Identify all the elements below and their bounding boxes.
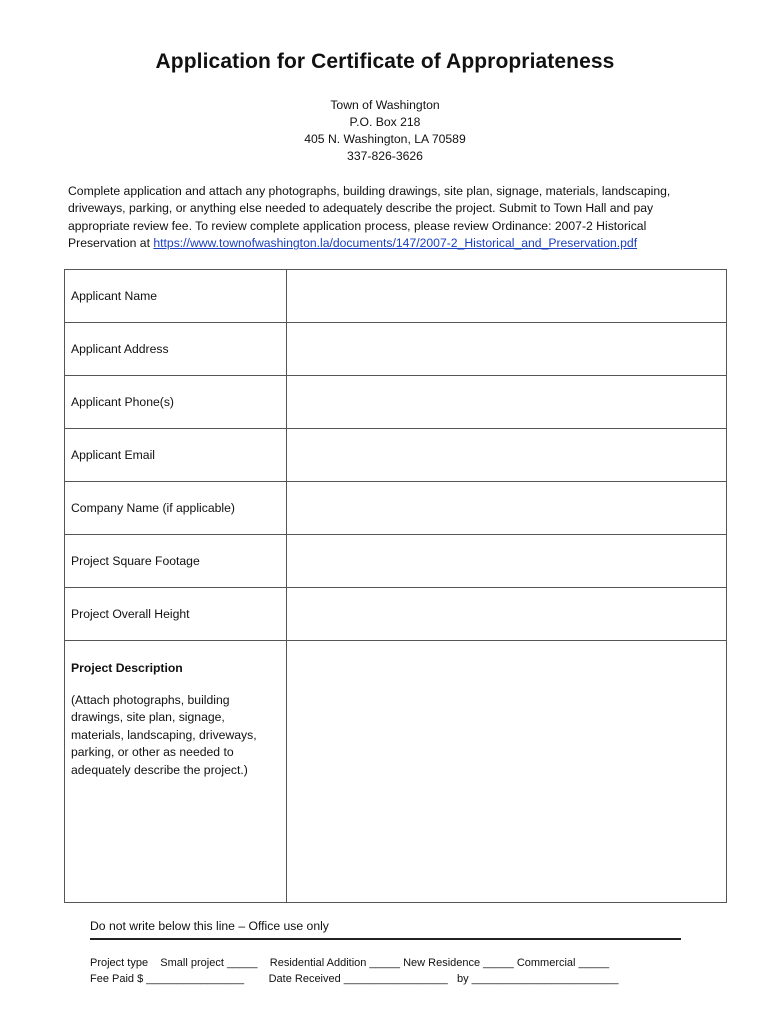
project-description-label-cell bbox=[65, 641, 287, 903]
form-row-company-name bbox=[65, 482, 727, 535]
square-footage-field[interactable] bbox=[287, 535, 727, 588]
office-project-type-line: Project type Small project _____ Residential Addition _____ New Residence _____ Commercial _____ bbox=[90, 957, 610, 969]
square-footage-label: Project Square Footage bbox=[65, 535, 287, 588]
po-box: P.O. Box 218 bbox=[349, 115, 421, 129]
office-use-heading: Do not write below this line – Office use only bbox=[90, 919, 681, 940]
project-description-note: (Attach photographs, building drawings, site plan, signage, materials, landscaping, driveways, parking, or other as needed to adequately describe the project.) bbox=[71, 693, 257, 777]
office-fee-line: Fee Paid $ ________________ Date Received _________________ by ________________________ bbox=[90, 973, 619, 985]
overall-height-field[interactable] bbox=[287, 588, 727, 641]
overall-height-label: Project Overall Height bbox=[65, 588, 287, 641]
project-description-label: Project Description bbox=[71, 661, 183, 675]
street-address: 405 N. Washington, LA 70589 bbox=[304, 132, 466, 146]
applicant-email-label: Applicant Email bbox=[65, 429, 287, 482]
project-description-field[interactable] bbox=[287, 641, 727, 903]
ordinance-link[interactable]: https://www.townofwashington.la/documents/147/2007-2_Historical_and_Preservation.pdf bbox=[153, 236, 638, 251]
form-row-applicant-email bbox=[65, 429, 727, 482]
form-row-applicant-address bbox=[65, 323, 727, 376]
application-form-table bbox=[64, 269, 727, 903]
applicant-email-field[interactable] bbox=[287, 429, 727, 482]
form-row-square-footage bbox=[65, 535, 727, 588]
form-row-project-description bbox=[65, 641, 727, 903]
form-row-overall-height bbox=[65, 588, 727, 641]
company-name-field[interactable] bbox=[287, 482, 727, 535]
applicant-address-label: Applicant Address bbox=[65, 323, 287, 376]
applicant-name-field[interactable] bbox=[287, 270, 727, 323]
company-name-label: Company Name (if applicable) bbox=[65, 482, 287, 535]
applicant-name-label: Applicant Name bbox=[65, 270, 287, 323]
town-address-block bbox=[0, 97, 770, 165]
town-name: Town of Washington bbox=[330, 98, 440, 112]
instructions-text: Complete application and attach any photographs, building drawings, site plan, signage, materials, landscaping, driveways, parking, or anything else needed to adequately describe the project. Submit to Town Hall and pay appropriate review fee. To review complete application process, please review Ordinance: 2007-2 Historical Preservation at bbox=[68, 184, 671, 251]
form-row-applicant-phone bbox=[65, 376, 727, 429]
applicant-phone-label: Applicant Phone(s) bbox=[65, 376, 287, 429]
form-row-applicant-name bbox=[65, 270, 727, 323]
applicant-address-field[interactable] bbox=[287, 323, 727, 376]
applicant-phone-field[interactable] bbox=[287, 376, 727, 429]
document-title: Application for Certificate of Appropriateness bbox=[155, 50, 615, 73]
instructions-paragraph bbox=[68, 183, 708, 253]
phone-number: 337-826-3626 bbox=[347, 149, 423, 163]
